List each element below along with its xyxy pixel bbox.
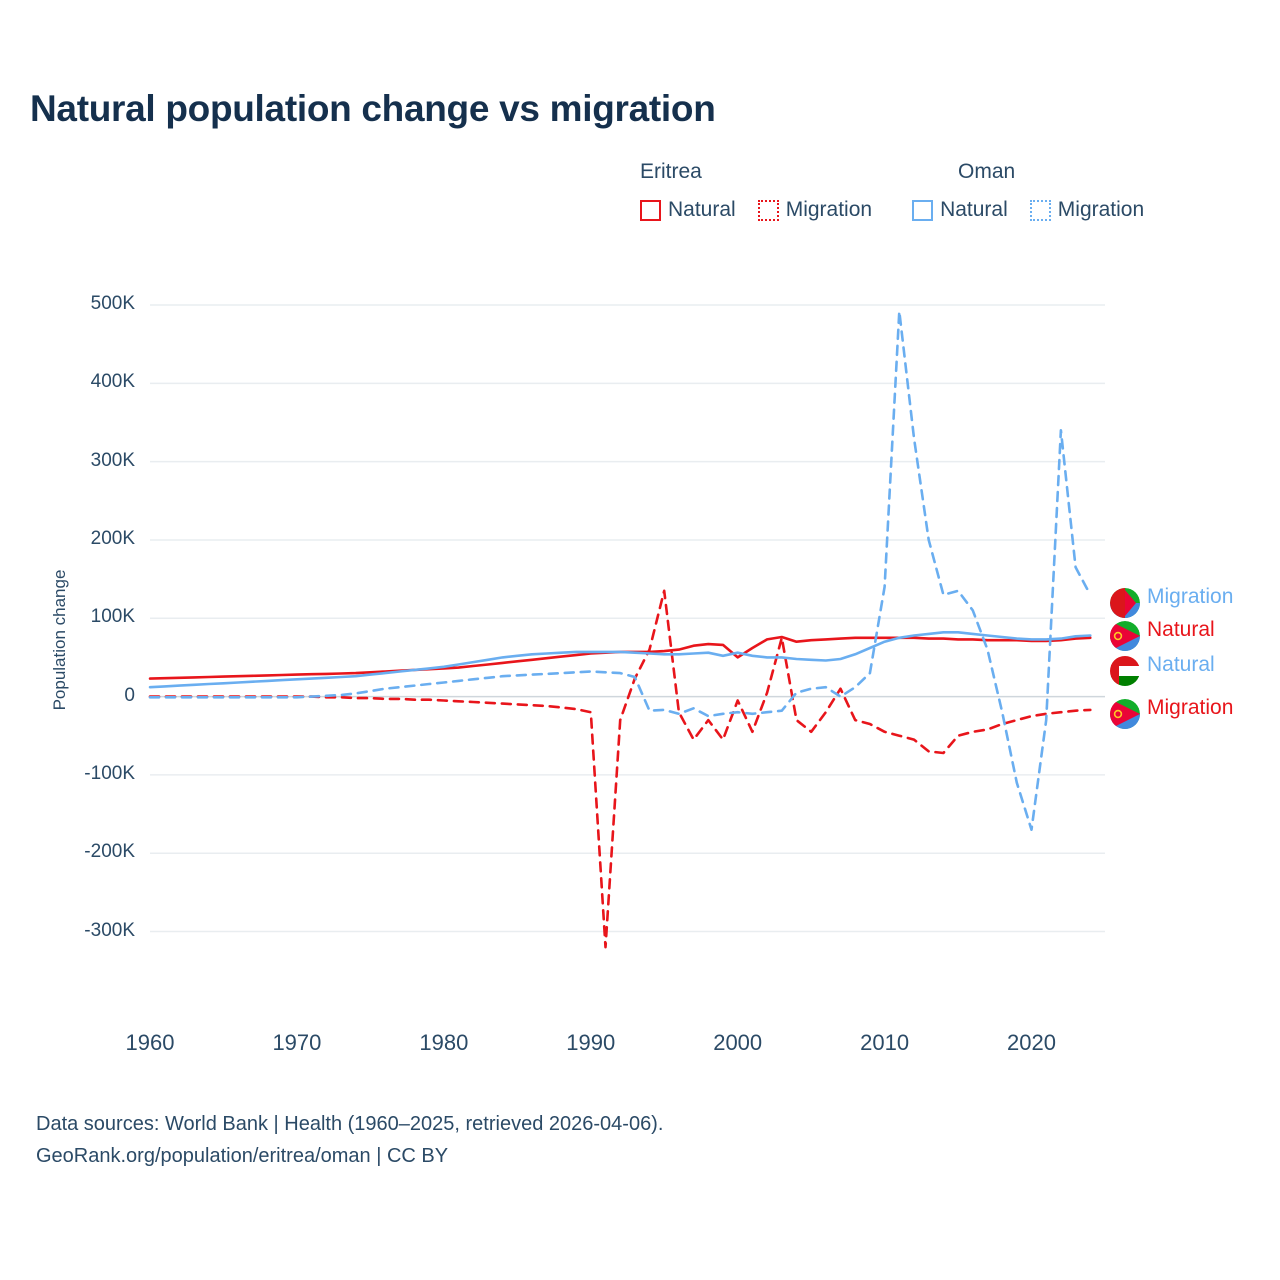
- x-tick-label: 2000: [713, 1030, 763, 1055]
- y-tick-label: -100K: [84, 762, 135, 784]
- legend-group-title-oman: Oman: [958, 160, 1016, 183]
- footer-line-1: Data sources: World Bank | Health (1960–2025, retrieved 2026-04-06).: [36, 1113, 664, 1135]
- footer-line-2: GeoRank.org/population/eritrea/oman | CC BY: [36, 1145, 449, 1167]
- legend-label: Natural: [940, 198, 1008, 221]
- series-end-label: Migration: [1147, 696, 1234, 719]
- y-tick-label: 300K: [90, 449, 135, 471]
- flag-icon: [1110, 621, 1140, 651]
- y-tick-label: 100K: [90, 606, 135, 628]
- x-tick-label: 2010: [860, 1030, 910, 1055]
- legend-group-title-eritrea: Eritrea: [640, 160, 702, 183]
- x-tick-label: 1980: [419, 1030, 469, 1055]
- footer: [36, 1108, 663, 1172]
- page-title: Natural population change vs migration: [30, 88, 716, 129]
- legend-label: Natural: [668, 198, 736, 221]
- flag-icon: [1110, 699, 1140, 729]
- legend-label: Migration: [1057, 198, 1145, 221]
- x-tick-label: 1970: [272, 1030, 322, 1055]
- series-end-label: Natural: [1147, 618, 1215, 641]
- y-tick-label: 500K: [90, 293, 135, 314]
- y-tick-label: -200K: [84, 841, 135, 863]
- y-tick-label: -300K: [84, 919, 135, 941]
- x-tick-label: 1960: [125, 1030, 175, 1055]
- y-tick-label: 400K: [90, 371, 135, 393]
- flag-icon: [1110, 656, 1140, 686]
- flag-icon: [1110, 588, 1140, 618]
- y-tick-label: 200K: [90, 527, 135, 549]
- series-end-label: Natural: [1147, 653, 1215, 676]
- x-tick-label: 2020: [1007, 1030, 1056, 1055]
- y-tick-label: 0: [124, 684, 135, 706]
- x-tick-label: 1990: [566, 1030, 616, 1055]
- y-axis-title: Population change: [50, 569, 69, 711]
- legend-label: Migration: [785, 198, 873, 221]
- series-end-label: Migration: [1147, 585, 1234, 608]
